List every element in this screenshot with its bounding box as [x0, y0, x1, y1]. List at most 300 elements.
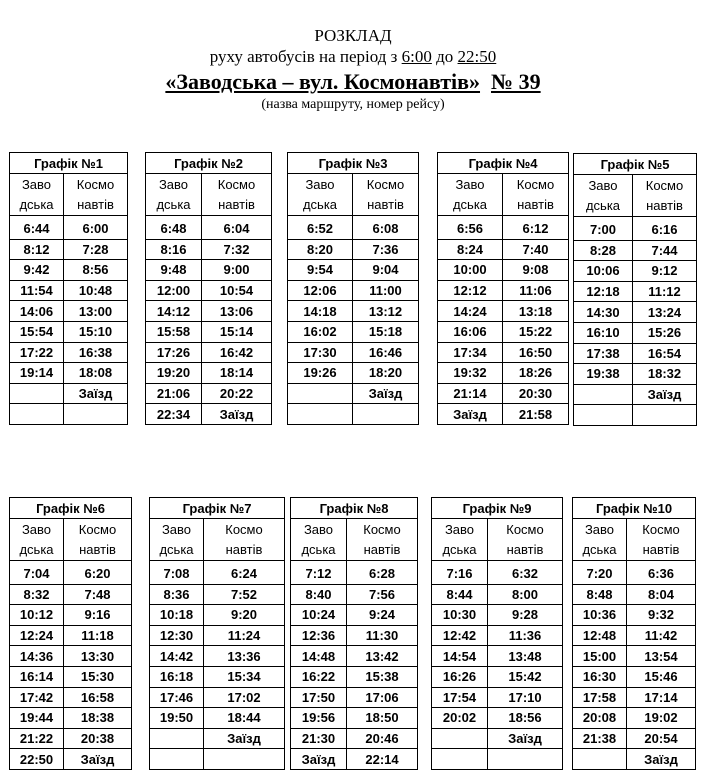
departure-zavodska: 14:54 [432, 646, 488, 667]
schedule-table-10 [572, 497, 696, 770]
departure-zavodska: 21:22 [10, 728, 64, 749]
schedule-table-5 [573, 153, 697, 426]
column-label-kosmonavtiv: Космо [347, 519, 418, 540]
table-row [291, 605, 418, 626]
departure-kosmonavtiv: 7:52 [204, 584, 285, 605]
departure-kosmonavtiv: 10:48 [64, 280, 128, 301]
table-row [432, 584, 563, 605]
schedule-title: Графік №4 [438, 153, 569, 174]
departure-kosmonavtiv: 18:20 [353, 363, 419, 384]
table-row [288, 383, 419, 404]
table-row [10, 605, 132, 626]
column-label-kosmonavtiv: Космо [202, 174, 272, 195]
departure-kosmonavtiv: Заїзд [64, 749, 132, 770]
departure-zavodska [288, 383, 353, 404]
table-row [438, 280, 569, 301]
departure-zavodska: 21:30 [291, 728, 347, 749]
start-time: 6:00 [401, 47, 432, 66]
column-label-zavodska: дська [432, 540, 488, 561]
table-row [573, 687, 696, 708]
departure-zavodska: 12:24 [10, 625, 64, 646]
table-row [291, 749, 418, 770]
departure-kosmonavtiv: 13:42 [347, 646, 418, 667]
schedule-heading: РОЗКЛАД [314, 26, 392, 45]
departure-kosmonavtiv: 11:00 [353, 280, 419, 301]
departure-zavodska: 21:38 [573, 728, 627, 749]
departure-kosmonavtiv: 11:24 [204, 625, 285, 646]
table-row [10, 219, 128, 239]
table-row [438, 342, 569, 363]
schedule-title: Графік №5 [574, 154, 697, 175]
departure-kosmonavtiv: 20:54 [627, 728, 696, 749]
departure-kosmonavtiv: 21:58 [503, 404, 569, 425]
departure-kosmonavtiv: 11:12 [633, 281, 697, 302]
table-row [288, 321, 419, 342]
departure-zavodska: 17:26 [146, 342, 202, 363]
table-row [150, 605, 285, 626]
departure-zavodska: 15:00 [573, 646, 627, 667]
departure-kosmonavtiv: Заїзд [488, 728, 563, 749]
departure-kosmonavtiv: 18:50 [347, 708, 418, 729]
departure-zavodska: 17:30 [288, 342, 353, 363]
departure-kosmonavtiv: 6:12 [503, 219, 569, 239]
departure-kosmonavtiv: 11:30 [347, 625, 418, 646]
column-label-kosmonavtiv: Космо [64, 174, 128, 195]
departure-zavodska [574, 405, 633, 426]
departure-kosmonavtiv: 9:20 [204, 605, 285, 626]
column-label-kosmonavtiv: навтів [488, 540, 563, 561]
table-row [150, 666, 285, 687]
departure-zavodska: 7:20 [573, 564, 627, 584]
departure-zavodska: 15:54 [10, 321, 64, 342]
departure-kosmonavtiv: 20:30 [503, 383, 569, 404]
table-row [291, 666, 418, 687]
departure-zavodska: 10:00 [438, 260, 503, 281]
departure-zavodska: 16:06 [438, 321, 503, 342]
schedule-title: Графік №7 [150, 498, 285, 519]
departure-zavodska: 17:58 [573, 687, 627, 708]
table-row [150, 708, 285, 729]
departure-zavodska: 12:12 [438, 280, 503, 301]
departure-kosmonavtiv: 11:06 [503, 280, 569, 301]
departure-zavodska: 14:30 [574, 302, 633, 323]
departure-zavodska: 9:48 [146, 260, 202, 281]
schedule-table-9 [431, 497, 563, 770]
table-row [10, 301, 128, 322]
departure-zavodska: 8:36 [150, 584, 204, 605]
column-label-zavodska: дська [10, 540, 64, 561]
table-row [438, 219, 569, 239]
departure-kosmonavtiv: 15:46 [627, 666, 696, 687]
column-label-zavodska: Заво [438, 174, 503, 195]
departure-kosmonavtiv: 10:54 [202, 280, 272, 301]
departure-kosmonavtiv [488, 749, 563, 770]
column-label-zavodska: Заво [288, 174, 353, 195]
departure-kosmonavtiv: 20:46 [347, 728, 418, 749]
departure-kosmonavtiv: 7:36 [353, 239, 419, 260]
table-row [573, 625, 696, 646]
period-mid: до [431, 47, 458, 66]
departure-zavodska: 7:16 [432, 564, 488, 584]
departure-kosmonavtiv: 9:28 [488, 605, 563, 626]
column-label-zavodska: Заво [291, 519, 347, 540]
table-row [432, 687, 563, 708]
departure-zavodska: 14:06 [10, 301, 64, 322]
table-row [573, 564, 696, 584]
column-label-zavodska: дська [574, 196, 633, 217]
departure-zavodska: 12:36 [291, 625, 347, 646]
departure-zavodska: 15:58 [146, 321, 202, 342]
table-row [291, 584, 418, 605]
table-row [574, 364, 697, 385]
departure-kosmonavtiv: 17:02 [204, 687, 285, 708]
departure-zavodska: 19:32 [438, 363, 503, 384]
departure-zavodska: 6:44 [10, 219, 64, 239]
departure-zavodska: 19:44 [10, 708, 64, 729]
departure-zavodska: 12:00 [146, 280, 202, 301]
departure-zavodska: 8:28 [574, 240, 633, 261]
table-row [573, 666, 696, 687]
route-title [0, 69, 706, 95]
departure-zavodska: 10:06 [574, 261, 633, 282]
departure-zavodska: 12:18 [574, 281, 633, 302]
table-row [574, 220, 697, 240]
departure-kosmonavtiv: 22:14 [347, 749, 418, 770]
departure-zavodska: 20:02 [432, 708, 488, 729]
departure-kosmonavtiv: 11:42 [627, 625, 696, 646]
table-row [291, 625, 418, 646]
table-row [146, 260, 272, 281]
column-label-zavodska: Заво [150, 519, 204, 540]
departure-zavodska [432, 728, 488, 749]
table-row [10, 625, 132, 646]
column-label-zavodska: дська [10, 195, 64, 216]
departure-kosmonavtiv: 6:20 [64, 564, 132, 584]
table-row [150, 584, 285, 605]
departure-kosmonavtiv: 15:10 [64, 321, 128, 342]
departure-zavodska: 8:24 [438, 239, 503, 260]
departure-zavodska: 12:48 [573, 625, 627, 646]
departure-zavodska: 10:12 [10, 605, 64, 626]
departure-kosmonavtiv: 11:36 [488, 625, 563, 646]
departure-kosmonavtiv: 19:02 [627, 708, 696, 729]
column-label-kosmonavtiv: Космо [633, 175, 697, 196]
departure-kosmonavtiv: 7:32 [202, 239, 272, 260]
departure-zavodska: 6:52 [288, 219, 353, 239]
departure-zavodska: 17:46 [150, 687, 204, 708]
departure-zavodska: 7:00 [574, 220, 633, 240]
departure-kosmonavtiv [633, 405, 697, 426]
departure-zavodska: 12:06 [288, 280, 353, 301]
schedule-title: Графік №2 [146, 153, 272, 174]
departure-kosmonavtiv: 6:04 [202, 219, 272, 239]
departure-zavodska: 19:14 [10, 363, 64, 384]
departure-zavodska: 8:12 [10, 239, 64, 260]
table-row [150, 646, 285, 667]
column-label-zavodska: дська [288, 195, 353, 216]
departure-zavodska: 16:26 [432, 666, 488, 687]
departure-kosmonavtiv: 13:24 [633, 302, 697, 323]
column-label-kosmonavtiv: Космо [627, 519, 696, 540]
table-row [146, 239, 272, 260]
departure-zavodska: 10:18 [150, 605, 204, 626]
column-label-kosmonavtiv: навтів [633, 196, 697, 217]
departure-zavodska: 14:48 [291, 646, 347, 667]
departure-kosmonavtiv: 16:42 [202, 342, 272, 363]
departure-zavodska: 6:48 [146, 219, 202, 239]
column-label-zavodska: дська [573, 540, 627, 561]
table-row [574, 343, 697, 364]
departure-kosmonavtiv: 13:36 [204, 646, 285, 667]
period-prefix: руху автобусів на період з [209, 47, 402, 66]
departure-kosmonavtiv: Заїзд [64, 383, 128, 404]
departure-zavodska [150, 728, 204, 749]
departure-zavodska: 16:10 [574, 322, 633, 343]
departure-zavodska: 8:48 [573, 584, 627, 605]
column-label-zavodska: дська [150, 540, 204, 561]
departure-kosmonavtiv: 6:36 [627, 564, 696, 584]
departure-zavodska [574, 384, 633, 405]
schedule-table-8 [290, 497, 418, 770]
departure-zavodska: 14:36 [10, 646, 64, 667]
departure-zavodska [573, 749, 627, 770]
departure-kosmonavtiv: 6:28 [347, 564, 418, 584]
departure-kosmonavtiv: 8:00 [488, 584, 563, 605]
departure-zavodska: 7:08 [150, 564, 204, 584]
departure-kosmonavtiv: 9:16 [64, 605, 132, 626]
table-row [438, 260, 569, 281]
schedule-title: Графік №8 [291, 498, 418, 519]
departure-zavodska: 10:30 [432, 605, 488, 626]
schedule-table-7 [149, 497, 285, 770]
departure-zavodska: 9:42 [10, 260, 64, 281]
column-label-kosmonavtiv: навтів [204, 540, 285, 561]
table-row [432, 605, 563, 626]
schedule-title: Графік №6 [10, 498, 132, 519]
departure-kosmonavtiv: 15:30 [64, 666, 132, 687]
departure-kosmonavtiv: 16:46 [353, 342, 419, 363]
departure-zavodska: 8:44 [432, 584, 488, 605]
departure-kosmonavtiv: Заїзд [353, 383, 419, 404]
departure-kosmonavtiv: 13:30 [64, 646, 132, 667]
table-row [438, 363, 569, 384]
table-row [10, 363, 128, 384]
table-row [432, 749, 563, 770]
departure-kosmonavtiv: 9:00 [202, 260, 272, 281]
table-row [150, 625, 285, 646]
route-number: № 39 [491, 69, 541, 94]
departure-zavodska: 20:08 [573, 708, 627, 729]
departure-zavodska: 17:34 [438, 342, 503, 363]
schedule-title: Графік №9 [432, 498, 563, 519]
departure-kosmonavtiv: 15:18 [353, 321, 419, 342]
table-row [150, 749, 285, 770]
table-row [146, 383, 272, 404]
column-label-kosmonavtiv: Космо [204, 519, 285, 540]
departure-kosmonavtiv: 7:56 [347, 584, 418, 605]
table-row [573, 749, 696, 770]
departure-kosmonavtiv: 9:12 [633, 261, 697, 282]
column-label-zavodska: Заво [573, 519, 627, 540]
table-row [288, 239, 419, 260]
column-label-zavodska: Заво [574, 175, 633, 196]
table-row [10, 280, 128, 301]
table-row [10, 383, 128, 404]
period-line [0, 47, 706, 67]
table-row [574, 261, 697, 282]
departure-kosmonavtiv: 18:44 [204, 708, 285, 729]
departure-zavodska: 7:12 [291, 564, 347, 584]
table-row [10, 687, 132, 708]
departure-zavodska: 22:34 [146, 404, 202, 425]
departure-zavodska: 17:54 [432, 687, 488, 708]
table-row [438, 404, 569, 425]
departure-kosmonavtiv: 6:08 [353, 219, 419, 239]
table-row [10, 708, 132, 729]
departure-kosmonavtiv [204, 749, 285, 770]
table-row [574, 322, 697, 343]
table-row [438, 383, 569, 404]
departure-kosmonavtiv: 13:48 [488, 646, 563, 667]
schedule-title: Графік №10 [573, 498, 696, 519]
table-row [574, 384, 697, 405]
table-row [10, 564, 132, 584]
schedule-table-3 [287, 152, 419, 425]
departure-zavodska: 12:42 [432, 625, 488, 646]
departure-kosmonavtiv: 9:04 [353, 260, 419, 281]
table-row [10, 342, 128, 363]
table-row [573, 605, 696, 626]
departure-kosmonavtiv: 7:44 [633, 240, 697, 261]
column-label-kosmonavtiv: навтів [503, 195, 569, 216]
departure-kosmonavtiv: 15:34 [204, 666, 285, 687]
departure-kosmonavtiv: 18:26 [503, 363, 569, 384]
departure-zavodska: 16:18 [150, 666, 204, 687]
table-row [10, 404, 128, 425]
departure-kosmonavtiv: 18:38 [64, 708, 132, 729]
departure-kosmonavtiv: 7:28 [64, 239, 128, 260]
table-row [432, 728, 563, 749]
table-row [288, 280, 419, 301]
departure-zavodska: 7:04 [10, 564, 64, 584]
table-row [438, 321, 569, 342]
column-label-kosmonavtiv: навтів [627, 540, 696, 561]
departure-zavodska: 14:12 [146, 301, 202, 322]
departure-zavodska: 14:24 [438, 301, 503, 322]
departure-kosmonavtiv: 11:18 [64, 625, 132, 646]
departure-zavodska: 6:56 [438, 219, 503, 239]
departure-zavodska: 19:56 [291, 708, 347, 729]
table-row [288, 260, 419, 281]
departure-kosmonavtiv: 17:10 [488, 687, 563, 708]
departure-kosmonavtiv: 18:56 [488, 708, 563, 729]
departure-zavodska: 19:20 [146, 363, 202, 384]
table-row [10, 749, 132, 770]
column-label-kosmonavtiv: навтів [64, 195, 128, 216]
departure-kosmonavtiv: 9:08 [503, 260, 569, 281]
departure-kosmonavtiv: 6:24 [204, 564, 285, 584]
departure-zavodska: 21:14 [438, 383, 503, 404]
departure-kosmonavtiv: Заїзд [202, 404, 272, 425]
departure-zavodska: 17:42 [10, 687, 64, 708]
departure-zavodska: 14:18 [288, 301, 353, 322]
column-label-kosmonavtiv: навтів [64, 540, 132, 561]
table-row [10, 321, 128, 342]
departure-kosmonavtiv: 13:18 [503, 301, 569, 322]
departure-zavodska: Заїзд [438, 404, 503, 425]
departure-kosmonavtiv: 16:38 [64, 342, 128, 363]
departure-kosmonavtiv [353, 404, 419, 425]
departure-kosmonavtiv [64, 404, 128, 425]
column-label-kosmonavtiv: Космо [353, 174, 419, 195]
table-row [291, 687, 418, 708]
table-row [146, 321, 272, 342]
departure-zavodska: Заїзд [291, 749, 347, 770]
table-row [573, 708, 696, 729]
table-row [432, 666, 563, 687]
column-label-zavodska: Заво [146, 174, 202, 195]
departure-zavodska: 8:32 [10, 584, 64, 605]
table-row [288, 342, 419, 363]
table-row [288, 219, 419, 239]
column-label-kosmonavtiv: Космо [64, 519, 132, 540]
departure-zavodska: 17:38 [574, 343, 633, 364]
departure-kosmonavtiv: 18:14 [202, 363, 272, 384]
table-row [10, 728, 132, 749]
table-row [291, 728, 418, 749]
departure-kosmonavtiv: 13:00 [64, 301, 128, 322]
table-row [10, 646, 132, 667]
table-row [150, 687, 285, 708]
departure-kosmonavtiv: 8:56 [64, 260, 128, 281]
end-time: 22:50 [457, 47, 497, 66]
departure-kosmonavtiv: 20:38 [64, 728, 132, 749]
departure-kosmonavtiv: 15:38 [347, 666, 418, 687]
departure-zavodska: 14:42 [150, 646, 204, 667]
route-name: «Заводська – вул. Космонавтів» [165, 69, 481, 94]
table-row [574, 302, 697, 323]
departure-zavodska: 8:40 [291, 584, 347, 605]
departure-zavodska: 11:54 [10, 280, 64, 301]
departure-kosmonavtiv: 9:32 [627, 605, 696, 626]
departure-zavodska: 8:16 [146, 239, 202, 260]
departure-kosmonavtiv: 13:54 [627, 646, 696, 667]
table-row [288, 363, 419, 384]
departure-kosmonavtiv: 9:24 [347, 605, 418, 626]
column-label-zavodska: дська [291, 540, 347, 561]
table-row [10, 666, 132, 687]
departure-zavodska: 16:22 [291, 666, 347, 687]
column-label-kosmonavtiv: Космо [503, 174, 569, 195]
departure-zavodska: 19:26 [288, 363, 353, 384]
table-row [150, 564, 285, 584]
route-note: (назва маршруту, номер рейсу) [261, 97, 445, 112]
departure-kosmonavtiv: 6:16 [633, 220, 697, 240]
table-row [438, 301, 569, 322]
departure-zavodska: 16:30 [573, 666, 627, 687]
column-label-zavodska: Заво [10, 519, 64, 540]
table-row [146, 342, 272, 363]
column-label-kosmonavtiv: навтів [347, 540, 418, 561]
departure-kosmonavtiv: 7:48 [64, 584, 132, 605]
departure-zavodska: 10:24 [291, 605, 347, 626]
departure-kosmonavtiv: 18:08 [64, 363, 128, 384]
departure-kosmonavtiv: 6:32 [488, 564, 563, 584]
table-row [10, 260, 128, 281]
table-row [291, 646, 418, 667]
departure-zavodska [10, 404, 64, 425]
table-row [10, 584, 132, 605]
